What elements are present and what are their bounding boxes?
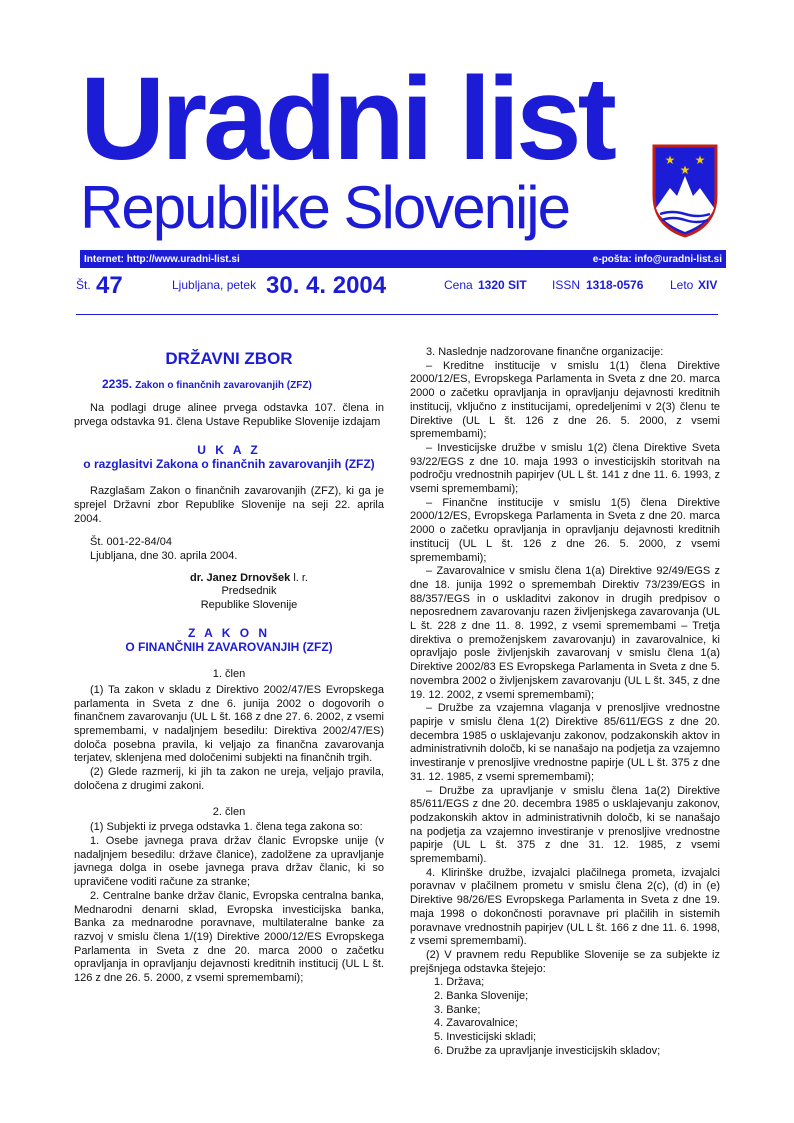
issue-place-day: Ljubljana, petek	[172, 278, 257, 292]
internet-link[interactable]: Internet: http://www.uradni-list.si	[84, 253, 240, 265]
email-link[interactable]: e-pošta: info@uradni-list.si	[592, 253, 722, 265]
signatory-suffix: l. r.	[290, 571, 308, 584]
list-item: 1. Država;	[434, 976, 485, 989]
left-column	[74, 346, 384, 986]
act-title: Zakon o finančnih zavarovanjih (ZFZ)	[135, 379, 312, 391]
subject-list	[410, 976, 720, 1058]
ref-number: Št. 001-22-84/04	[90, 536, 172, 549]
masthead-subtitle: Republike Slovenije	[80, 174, 569, 241]
right-column	[410, 346, 720, 1059]
right-p3: – Investicijske družbe v smislu 1(2) člena Direktive Sveta 93/22/EGS z dne 10. maja 1993 o investicijskih storitvah na področju vrednostnih papirjev (UL L št. 141 z dne 11. 6. 1993, z vsemi spremembami);	[410, 441, 720, 496]
act-number: 2235.	[102, 376, 133, 391]
price-label: Cena	[444, 278, 473, 292]
intro-text: Na podlagi druge alinee prvega odstavka 107. člena in prvega odstavka 91. člena Ustave Republike Slovenije izdajam	[74, 402, 384, 429]
issue-meta	[76, 272, 726, 302]
coat-of-arms-slovenia-icon	[650, 140, 720, 240]
right-p9: (2) V pravnem redu Republike Slovenije se za subjekte iz prejšnjega odstavka štejejo:	[410, 948, 720, 975]
masthead-contact-bar	[80, 250, 726, 268]
right-p5: – Zavarovalnice v smislu člena 1(a) Direktive 92/49/EGS z dne 18. junija 1992 o spremembah Direktiv 73/239/EGS in 88/357/EGS in o uskladitvi zakonov in drugih predpisov o neposrednem zavarovanju razen življenjskega zavarovanja (UL L št. 228 z dne 11. 8. 1992, z vsemi spremembami – Tretja direktiva o premoženjskem zavarovanju) in zavarovalnice, ki opravljajo posle življenjskih zavarovanj v smislu člena 1(a) Direktive 2002/83 ES Evropskega Parlamenta in Sveta z dne 5. novembra 2002 o življenjskem zavarovanju (UL L št. 345, z dne 19. 12. 2002, z vsemi spremembami);	[410, 565, 720, 701]
issn-label: ISSN	[552, 278, 581, 292]
issue-number: 47	[96, 272, 123, 299]
signature-block	[74, 572, 384, 613]
list-item: 5. Investicijski skladi;	[434, 1031, 537, 1044]
article-1-p2: (2) Glede razmerij, ki jih ta zakon ne ureja, veljajo pravila, določena z drugimi zakoni.	[74, 766, 384, 792]
svg-text:★: ★	[679, 163, 691, 177]
list-item: 4. Zavarovalnice;	[434, 1017, 518, 1030]
svg-text:★: ★	[694, 153, 706, 167]
issue-prefix: Št.	[76, 278, 91, 292]
price-value: 1320 SIT	[478, 278, 527, 292]
list-item: 6. Družbe za upravljanje investicijskih skladov;	[434, 1044, 661, 1057]
section-heading: DRŽAVNI ZBOR	[165, 349, 293, 368]
right-p8: 4. Klirinške družbe, izvajalci plačilnega prometa, izvajalci poravnav v plačilnem prometu v smislu člena 2(c), (d) in (e) Direktive 98/26/ES Evropskega Parlamenta in Sveta z dne 19. maja 1998 o dokončnosti poravnave pri plačilih in sistemih poravnave vrednostnih papirjev (UL L št. 166 z dne 11. 6. 1998, z vsemi spremembami).	[410, 866, 720, 948]
right-p7: – Družbe za upravljanje v smislu člena 1a(2) Direktive 85/611/EGS z dne 20. decembra 1985 o usklajevanju zakonov, podzakonskih aktov in administrativnih določb, ki se nanašajo na podjetja za vzajemno investiranje v prenosljive vrednostne papirje (UL L št. 375 z dne 31. 12. 1985, z vsemi spremembami).	[410, 784, 720, 866]
zakon-subheading: O FINANČNIH ZAVAROVANJIH (ZFZ)	[125, 639, 333, 654]
right-p6: – Družbe za vzajemna vlaganja v prenosljive vrednostne papirje v smislu člena 1(2) Direktive 85/611/EGS z dne 20. decembra 1985 o usklajevanju zakonov, podzakonskih aktov in administrativnih določb, ki se nanašajo na podjetja za vzajemno investiranje v prenosljive vrednostne papirje (UL L št. 375 z dne 31. 12. 1985, z vsemi spremembami);	[410, 702, 721, 783]
list-item: 2. Banka Slovenije;	[434, 990, 529, 1003]
ukaz-text: Razglašam Zakon o finančnih zavarovanjih (ZFZ), ki ga je sprejel Državni zbor Republike Slovenije na seji 22. aprila 2004.	[74, 485, 384, 525]
list-item: 3. Banke;	[434, 1003, 481, 1016]
article-1-title: 1. člen	[212, 668, 246, 681]
article-2-p3: 2. Centralne banke držav članic, Evropska centralna banka, Mednarodni denarni sklad, Evropska investicijska banka, Banka za mednarodne poravnave, multilateralne banke za razvoj v smislu člena 1/(19) Direktive 2000/12/ES Evropskega Parlamenta in Sveta z dne 20. marca 2000 o začetku opravljanja in opravljanju dejavnosti kreditnih institucij (UL L št. 126 z dne 26. 5. 2000, z vsemi spremembami);	[74, 889, 384, 985]
signatory-name: dr. Janez Drnovšek	[189, 571, 291, 584]
signatory-role1: Predsednik	[221, 585, 277, 598]
right-p1: 3. Naslednje nadzorovane finančne organizacije:	[426, 346, 664, 358]
issn-value: 1318-0576	[586, 278, 644, 292]
ukaz-heading: U K A Z	[197, 442, 261, 457]
year-label: Leto	[670, 278, 694, 292]
svg-text:★: ★	[664, 153, 676, 167]
article-2-title: 2. člen	[212, 805, 246, 818]
zakon-heading: Z A K O N	[187, 625, 271, 640]
article-2-p2: 1. Osebe javnega prava držav članic Evropske unije (v nadaljnjem besedilu: države članice), zadolžene za upravljanje javnega dolga in osebe javnega prava držav članic, ki so upravičene voditi račune za stranke;	[74, 834, 384, 889]
article-2-p1: (1) Subjekti iz prvega odstavka 1. člena tega zakona so:	[90, 821, 363, 834]
ukaz-subheading: o razglasitvi Zakona o finančnih zavarovanjih (ZFZ)	[83, 456, 375, 471]
act-heading	[74, 378, 384, 393]
masthead-title: Uradni list	[80, 53, 613, 185]
ref-place-date: Ljubljana, dne 30. aprila 2004.	[90, 550, 238, 563]
article-1-p1: (1) Ta zakon v skladu z Direktivo 2002/47/ES Evropskega parlamenta in Sveta z dne 6. junija 2002 o dogovorih o finančnem zavarovanju (UL L št. 168 z dne 27. 6. 2002, z vsemi spremembami, v nadaljnjem besedilu: Direktiva 2002/47/ES) določa posebna pravila, ki veljajo za finančna zavarovanja terjatev, sklenjena med določenimi subjekti na finančnih trgih.	[74, 683, 384, 765]
signatory-role2: Republike Slovenije	[200, 599, 298, 612]
right-p4: – Finančne institucije v smislu 1(5) člena Direktive 2000/12/ES, Evropskega Parlamenta in Sveta z dne 20. marca 2000 o začetku opravljanja in opravljanju dejavnosti kreditnih institucij (UL L št. 126 z dne 26. 5. 2000, z vsemi spremembami);	[410, 496, 720, 564]
header-divider	[76, 314, 718, 315]
issue-date: 30. 4. 2004	[266, 272, 387, 299]
right-p2: – Kreditne institucije v smislu 1(1) člena Direktive 2000/12/ES, Evropskega Parlamenta in Sveta z dne 20. marca 2000 o začetku opravljanja in opravljanju dejavnosti kreditnih institucij, vključno z institucijami, opredeljenimi v 2(3) členu te Direktive (UL L št. 126 z dne 26. 5. 2000, z vsemi spremembami);	[410, 359, 720, 441]
year-value: XIV	[698, 278, 718, 292]
